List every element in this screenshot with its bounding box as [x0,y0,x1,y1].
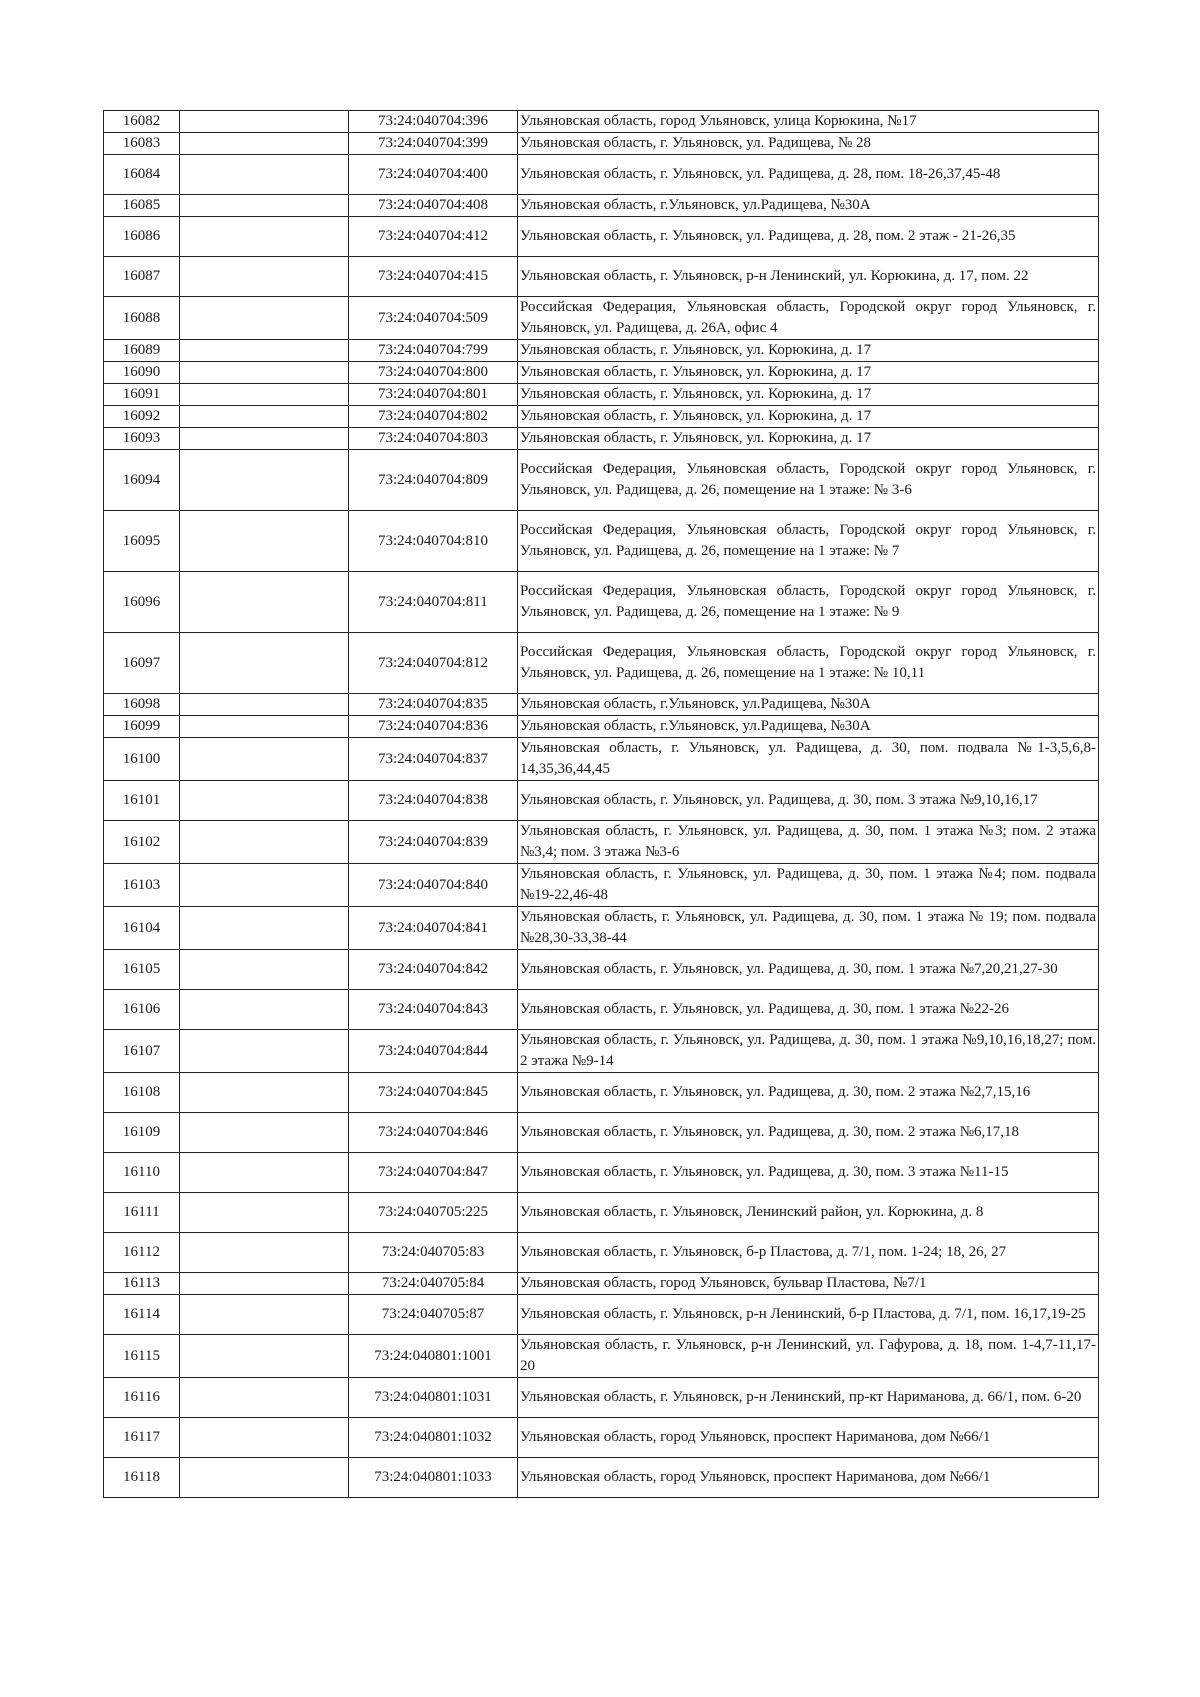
empty-cell [180,1153,349,1193]
row-number: 16101 [104,781,180,821]
table-row [104,217,1099,257]
table-row [104,450,1099,511]
table-row [104,738,1099,781]
address-cell: Российская Федерация, Ульяновская область, Городской округ город Ульяновск, г. Ульяновск, ул. Радищева, д. 26А, офис 4 [518,297,1099,340]
table-row [104,990,1099,1030]
row-number: 16084 [104,155,180,195]
row-number: 16098 [104,694,180,716]
empty-cell [180,738,349,781]
row-number: 16093 [104,428,180,450]
empty-cell [180,907,349,950]
empty-cell [180,384,349,406]
empty-cell [180,362,349,384]
cadastral-number: 73:24:040705:87 [349,1295,518,1335]
empty-cell [180,111,349,133]
address-cell: Ульяновская область, г. Ульяновск, ул. Корюкина, д. 17 [518,406,1099,428]
table-row [104,511,1099,572]
empty-cell [180,257,349,297]
table-row [104,716,1099,738]
address-cell: Ульяновская область, г. Ульяновск, ул. Корюкина, д. 17 [518,340,1099,362]
address-cell: Российская Федерация, Ульяновская область, Городской округ город Ульяновск, г. Ульяновск, ул. Радищева, д. 26, помещение на 1 этаже: № 9 [518,572,1099,633]
address-cell: Ульяновская область, г. Ульяновск, р-н Ленинский, пр-кт Нариманова, д. 66/1, пом. 6-20 [518,1378,1099,1418]
empty-cell [180,716,349,738]
address-cell: Ульяновская область, г. Ульяновск, ул. Радищева, д. 28, пом. 2 этаж - 21-26,35 [518,217,1099,257]
empty-cell [180,1113,349,1153]
row-number: 16102 [104,821,180,864]
row-number: 16113 [104,1273,180,1295]
cadastral-number: 73:24:040704:842 [349,950,518,990]
table-row [104,384,1099,406]
empty-cell [180,1458,349,1498]
address-cell: Ульяновская область, г. Ульяновск, ул. Радищева, д. 30, пом. 1 этажа № 19; пом. подвала №28,30-33,38-44 [518,907,1099,950]
row-number: 16108 [104,1073,180,1113]
address-cell: Ульяновская область, г. Ульяновск, ул. Корюкина, д. 17 [518,428,1099,450]
empty-cell [180,1073,349,1113]
cadastral-number: 73:24:040704:408 [349,195,518,217]
address-cell: Ульяновская область, г. Ульяновск, ул. Радищева, д. 30, пом. 1 этажа №22-26 [518,990,1099,1030]
row-number: 16116 [104,1378,180,1418]
cadastral-number: 73:24:040704:812 [349,633,518,694]
address-cell: Российская Федерация, Ульяновская область, Городской округ город Ульяновск, г. Ульяновск, ул. Радищева, д. 26, помещение на 1 этаже: № 7 [518,511,1099,572]
empty-cell [180,217,349,257]
address-cell: Ульяновская область, г. Ульяновск, ул. Радищева, д. 30, пом. 1 этажа №9,10,16,18,27; пом. 2 этажа №9-14 [518,1030,1099,1073]
row-number: 16111 [104,1193,180,1233]
row-number: 16100 [104,738,180,781]
row-number: 16094 [104,450,180,511]
row-number: 16114 [104,1295,180,1335]
empty-cell [180,781,349,821]
row-number: 16095 [104,511,180,572]
cadastral-number: 73:24:040704:836 [349,716,518,738]
address-cell: Российская Федерация, Ульяновская область, Городской округ город Ульяновск, г. Ульяновск, ул. Радищева, д. 26, помещение на 1 этаже: № 10,11 [518,633,1099,694]
row-number: 16097 [104,633,180,694]
address-cell: Ульяновская область, город Ульяновск, улица Корюкина, №17 [518,111,1099,133]
cadastral-number: 73:24:040704:835 [349,694,518,716]
cadastral-number: 73:24:040801:1033 [349,1458,518,1498]
empty-cell [180,1233,349,1273]
row-number: 16115 [104,1335,180,1378]
cadastral-number: 73:24:040704:840 [349,864,518,907]
table-row [104,297,1099,340]
address-cell: Ульяновская область, г. Ульяновск, Ленинский район, ул. Корюкина, д. 8 [518,1193,1099,1233]
row-number: 16092 [104,406,180,428]
row-number: 16089 [104,340,180,362]
empty-cell [180,155,349,195]
address-cell: Ульяновская область, город Ульяновск, проспект Нариманова, дом №66/1 [518,1458,1099,1498]
address-cell: Ульяновская область, г.Ульяновск, ул.Радищева, №30А [518,694,1099,716]
cadastral-number: 73:24:040704:839 [349,821,518,864]
empty-cell [180,1193,349,1233]
cadastral-number: 73:24:040704:399 [349,133,518,155]
cadastral-number: 73:24:040704:843 [349,990,518,1030]
row-number: 16088 [104,297,180,340]
table-row [104,781,1099,821]
row-number: 16117 [104,1418,180,1458]
cadastral-number: 73:24:040704:846 [349,1113,518,1153]
empty-cell [180,694,349,716]
table-row [104,864,1099,907]
empty-cell [180,340,349,362]
table-row [104,133,1099,155]
cadastral-number: 73:24:040704:800 [349,362,518,384]
address-cell: Ульяновская область, г. Ульяновск, ул. Радищева, д. 30, пом. 1 этажа №3; пом. 2 этажа №3,4; пом. 3 этажа №3-6 [518,821,1099,864]
table-row [104,907,1099,950]
registry-table [103,110,1099,1498]
table-row [104,1193,1099,1233]
cadastral-number: 73:24:040704:841 [349,907,518,950]
table-row [104,428,1099,450]
cadastral-number: 73:24:040801:1001 [349,1335,518,1378]
row-number: 16090 [104,362,180,384]
cadastral-number: 73:24:040704:844 [349,1030,518,1073]
row-number: 16107 [104,1030,180,1073]
table-row [104,155,1099,195]
address-cell: Ульяновская область, г. Ульяновск, ул. Радищева, д. 30, пом. подвала №1-3,5,6,8-14,35,36,44,45 [518,738,1099,781]
table-row [104,1073,1099,1113]
empty-cell [180,1030,349,1073]
row-number: 16086 [104,217,180,257]
table-row [104,1233,1099,1273]
row-number: 16109 [104,1113,180,1153]
table-row [104,572,1099,633]
table-row [104,111,1099,133]
table-row [104,1113,1099,1153]
address-cell: Ульяновская область, г.Ульяновск, ул.Радищева, №30А [518,716,1099,738]
address-cell: Ульяновская область, г. Ульяновск, р-н Ленинский, б-р Пластова, д. 7/1, пом. 16,17,19-25 [518,1295,1099,1335]
row-number: 16104 [104,907,180,950]
cadastral-number: 73:24:040704:838 [349,781,518,821]
empty-cell [180,1335,349,1378]
address-cell: Ульяновская область, г. Ульяновск, ул. Радищева, д. 30, пом. 1 этажа №4; пом. подвала №19-22,46-48 [518,864,1099,907]
cadastral-number: 73:24:040704:847 [349,1153,518,1193]
cadastral-number: 73:24:040704:412 [349,217,518,257]
address-cell: Российская Федерация, Ульяновская область, Городской округ город Ульяновск, г. Ульяновск, ул. Радищева, д. 26, помещение на 1 этаже: № 3-6 [518,450,1099,511]
table-row [104,1458,1099,1498]
empty-cell [180,1295,349,1335]
address-cell: Ульяновская область, город Ульяновск, проспект Нариманова, дом №66/1 [518,1418,1099,1458]
table-row [104,1335,1099,1378]
address-cell: Ульяновская область, г. Ульяновск, р-н Ленинский, ул. Корюкина, д. 17, пом. 22 [518,257,1099,297]
cadastral-number: 73:24:040704:803 [349,428,518,450]
empty-cell [180,572,349,633]
table-row [104,694,1099,716]
registry-body [104,111,1099,1498]
address-cell: Ульяновская область, г. Ульяновск, ул. Корюкина, д. 17 [518,384,1099,406]
cadastral-number: 73:24:040704:802 [349,406,518,428]
row-number: 16091 [104,384,180,406]
table-row [104,406,1099,428]
cadastral-number: 73:24:040704:845 [349,1073,518,1113]
cadastral-number: 73:24:040801:1032 [349,1418,518,1458]
address-cell: Ульяновская область, г. Ульяновск, б-р Пластова, д. 7/1, пом. 1-24; 18, 26, 27 [518,1233,1099,1273]
empty-cell [180,1418,349,1458]
table-row [104,362,1099,384]
table-row [104,340,1099,362]
empty-cell [180,195,349,217]
row-number: 16099 [104,716,180,738]
address-cell: Ульяновская область, г. Ульяновск, ул. Радищева, д. 30, пом. 1 этажа №7,20,21,27-30 [518,950,1099,990]
address-cell: Ульяновская область, г. Ульяновск, ул. Радищева, д. 28, пом. 18-26,37,45-48 [518,155,1099,195]
table-row [104,1295,1099,1335]
address-cell: Ульяновская область, г. Ульяновск, ул. Радищева, д. 30, пом. 2 этажа №2,7,15,16 [518,1073,1099,1113]
empty-cell [180,633,349,694]
row-number: 16082 [104,111,180,133]
address-cell: Ульяновская область, г. Ульяновск, ул. Корюкина, д. 17 [518,362,1099,384]
address-cell: Ульяновская область, город Ульяновск, бульвар Пластова, №7/1 [518,1273,1099,1295]
empty-cell [180,1378,349,1418]
table-row [104,195,1099,217]
address-cell: Ульяновская область, г.Ульяновск, ул.Радищева, №30А [518,195,1099,217]
address-cell: Ульяновская область, г. Ульяновск, ул. Радищева, д. 30, пом. 3 этажа №9,10,16,17 [518,781,1099,821]
address-cell: Ульяновская область, г. Ульяновск, ул. Радищева, д. 30, пом. 2 этажа №6,17,18 [518,1113,1099,1153]
empty-cell [180,950,349,990]
empty-cell [180,133,349,155]
row-number: 16087 [104,257,180,297]
empty-cell [180,428,349,450]
row-number: 16118 [104,1458,180,1498]
cadastral-number: 73:24:040704:837 [349,738,518,781]
row-number: 16103 [104,864,180,907]
table-row [104,1030,1099,1073]
row-number: 16110 [104,1153,180,1193]
empty-cell [180,821,349,864]
cadastral-number: 73:24:040704:396 [349,111,518,133]
table-row [104,1378,1099,1418]
empty-cell [180,511,349,572]
table-row [104,821,1099,864]
cadastral-number: 73:24:040705:83 [349,1233,518,1273]
empty-cell [180,406,349,428]
cadastral-number: 73:24:040801:1031 [349,1378,518,1418]
cadastral-number: 73:24:040704:509 [349,297,518,340]
address-cell: Ульяновская область, г. Ульяновск, р-н Ленинский, ул. Гафурова, д. 18, пом. 1-4,7-11,17-20 [518,1335,1099,1378]
empty-cell [180,450,349,511]
cadastral-number: 73:24:040704:811 [349,572,518,633]
empty-cell [180,1273,349,1295]
cadastral-number: 73:24:040704:801 [349,384,518,406]
empty-cell [180,990,349,1030]
cadastral-number: 73:24:040704:810 [349,511,518,572]
table-row [104,257,1099,297]
cadastral-number: 73:24:040705:225 [349,1193,518,1233]
cadastral-number: 73:24:040704:415 [349,257,518,297]
row-number: 16083 [104,133,180,155]
address-cell: Ульяновская область, г. Ульяновск, ул. Радищева, д. 30, пом. 3 этажа №11-15 [518,1153,1099,1193]
cadastral-number: 73:24:040704:400 [349,155,518,195]
empty-cell [180,864,349,907]
table-row [104,1153,1099,1193]
address-cell: Ульяновская область, г. Ульяновск, ул. Радищева, № 28 [518,133,1099,155]
empty-cell [180,297,349,340]
row-number: 16105 [104,950,180,990]
row-number: 16085 [104,195,180,217]
row-number: 16106 [104,990,180,1030]
row-number: 16096 [104,572,180,633]
table-row [104,950,1099,990]
table-row [104,1273,1099,1295]
table-row [104,1418,1099,1458]
table-row [104,633,1099,694]
cadastral-number: 73:24:040704:809 [349,450,518,511]
row-number: 16112 [104,1233,180,1273]
cadastral-number: 73:24:040705:84 [349,1273,518,1295]
cadastral-number: 73:24:040704:799 [349,340,518,362]
